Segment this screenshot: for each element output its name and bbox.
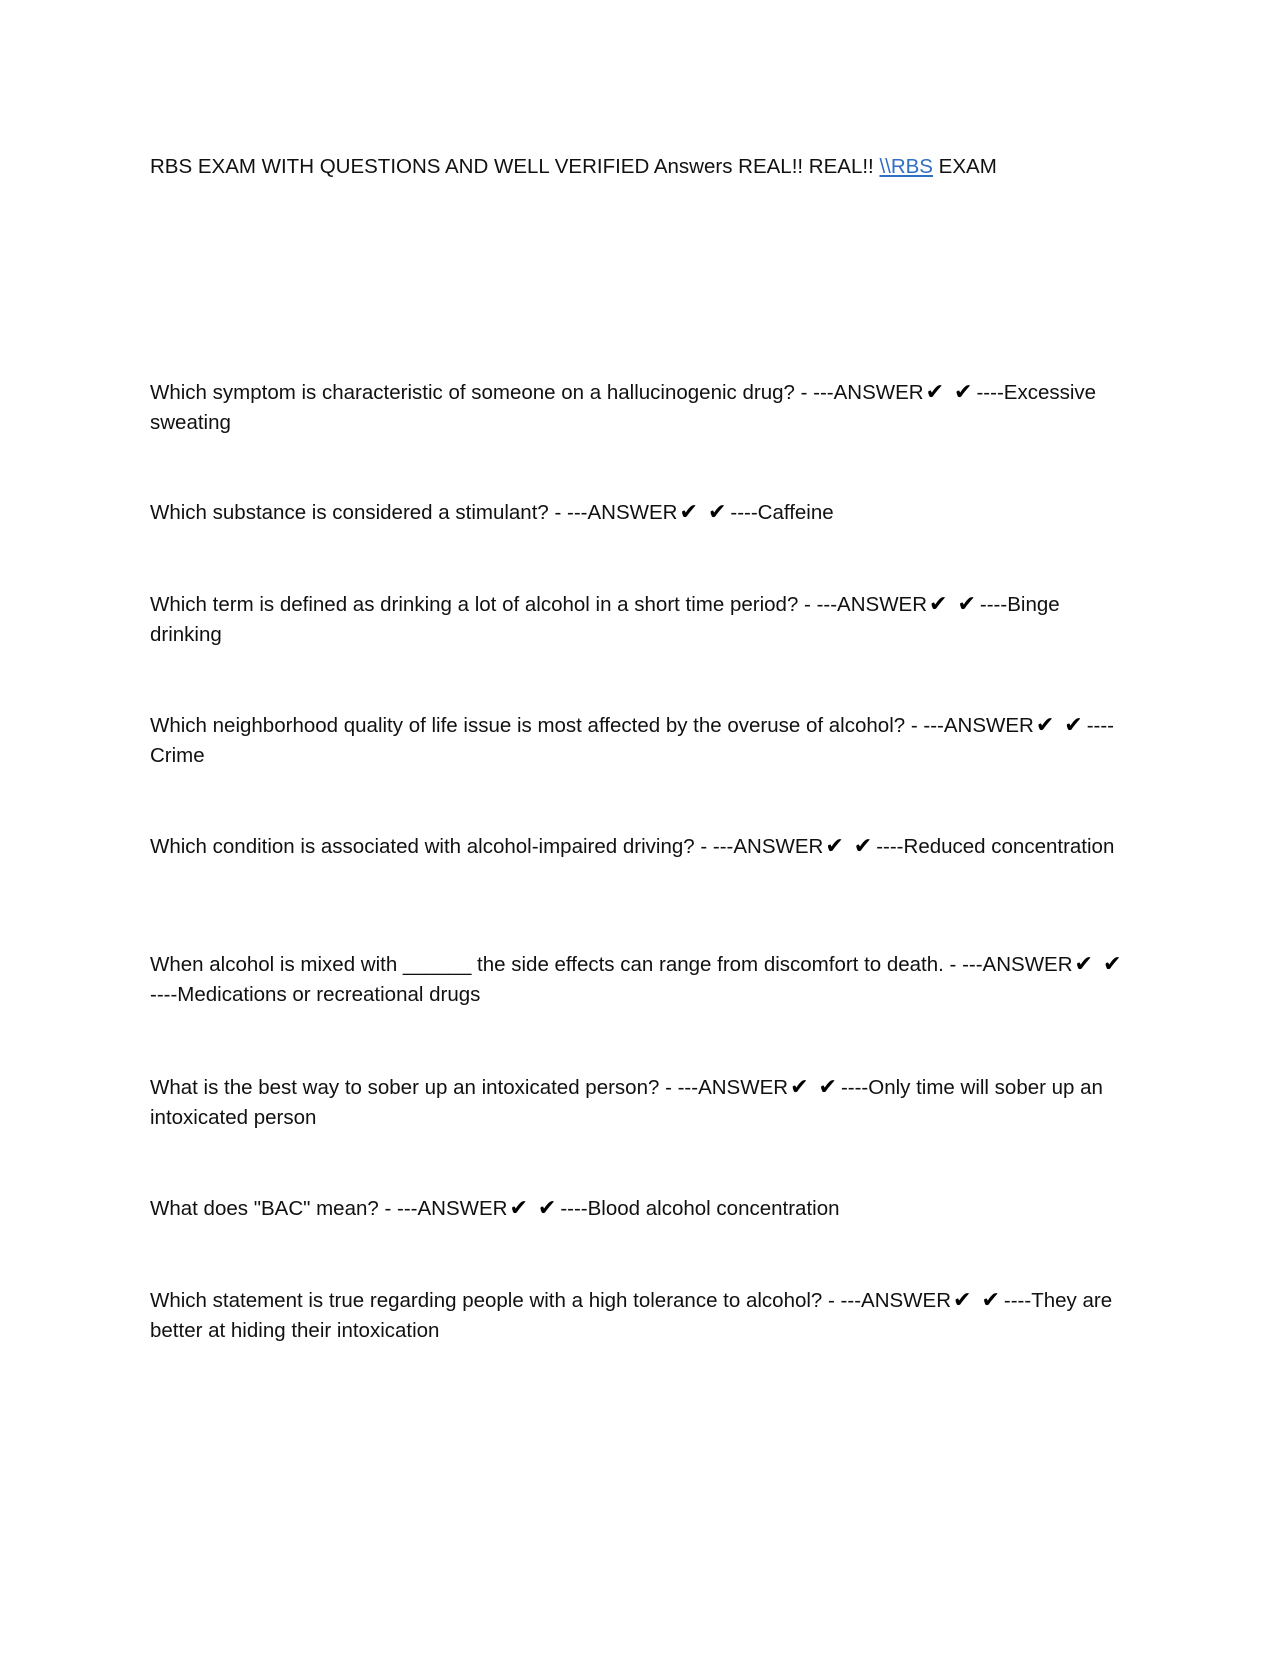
qa-item (150, 498, 1130, 528)
checkmark-icon: ✔ (954, 380, 973, 405)
answer-text: ----Only time will sober up an intoxicated person (150, 1076, 1103, 1129)
answer-text: ----They are better at hiding their intoxication (150, 1289, 1113, 1342)
question-text: Which statement is true regarding people with a high tolerance to alcohol? - ---ANSWER (150, 1289, 952, 1312)
checkmark-icon: ✔ (981, 1288, 1000, 1313)
answer-text: ----Caffeine (730, 501, 834, 524)
checkmark-icon: ✔ (957, 592, 976, 617)
title-text: RBS EXAM WITH QUESTIONS AND WELL VERIFIED Answers REAL!! REAL!! (150, 155, 880, 178)
document-title (150, 152, 1140, 182)
checkmark-icon: ✔ (818, 1075, 837, 1100)
checkmark-icon: ✔ (707, 500, 727, 525)
checkmark-icon: ✔ (925, 380, 945, 405)
checkmark-icon: ✔ (509, 1196, 528, 1221)
question-text: Which substance is considered a stimulant? - ---ANSWER (150, 501, 678, 524)
question-text: When alcohol is mixed with ______ the side effects can range from discomfort to death. - ---ANSWER (150, 953, 1073, 976)
qa-item (150, 1073, 1130, 1133)
checkmark-icon: ✔ (853, 834, 873, 859)
qa-item (150, 590, 1130, 650)
question-text: Which term is defined as drinking a lot of alcohol in a short time period? - ---ANSWER (150, 593, 928, 616)
checkmark-icon: ✔ (1102, 952, 1122, 977)
checkmark-icon: ✔ (953, 1288, 972, 1313)
answer-text: ----Crime (150, 714, 1115, 767)
question-text: Which symptom is characteristic of someone on a hallucinogenic drug? - ---ANSWER (150, 381, 924, 404)
qa-item (150, 950, 1130, 1010)
qa-item (150, 832, 1130, 862)
qa-item (150, 711, 1130, 771)
checkmark-icon: ✔ (790, 1075, 809, 1100)
checkmark-icon: ✔ (1064, 713, 1083, 738)
question-text: Which condition is associated with alcohol-impaired driving? - ---ANSWER (150, 835, 824, 858)
checkmark-icon: ✔ (825, 834, 844, 859)
checkmark-icon: ✔ (537, 1196, 557, 1221)
checkmark-icon: ✔ (929, 592, 948, 617)
qa-item (150, 1286, 1130, 1346)
rbs-link[interactable]: \\RBS (879, 155, 933, 178)
qa-item (150, 378, 1130, 438)
answer-text: ----Excessive sweating (150, 381, 1097, 434)
answer-text: ----Blood alcohol concentration (560, 1197, 840, 1220)
qa-item (150, 1194, 1130, 1224)
checkmark-icon: ✔ (1074, 952, 1093, 977)
checkmark-icon: ✔ (679, 500, 698, 525)
title-text-end: EXAM (932, 155, 997, 178)
question-text: What is the best way to sober up an intoxicated person? - ---ANSWER (150, 1076, 789, 1099)
checkmark-icon: ✔ (1035, 713, 1055, 738)
answer-text: ----Medications or recreational drugs (150, 983, 481, 1006)
answer-text: ----Binge drinking (150, 593, 1060, 646)
answer-text: ----Reduced concentration (876, 835, 1115, 858)
question-text: Which neighborhood quality of life issue is most affected by the overuse of alcohol? - ---ANSWER (150, 714, 1034, 737)
question-text: What does "BAC" mean? - ---ANSWER (150, 1197, 508, 1220)
